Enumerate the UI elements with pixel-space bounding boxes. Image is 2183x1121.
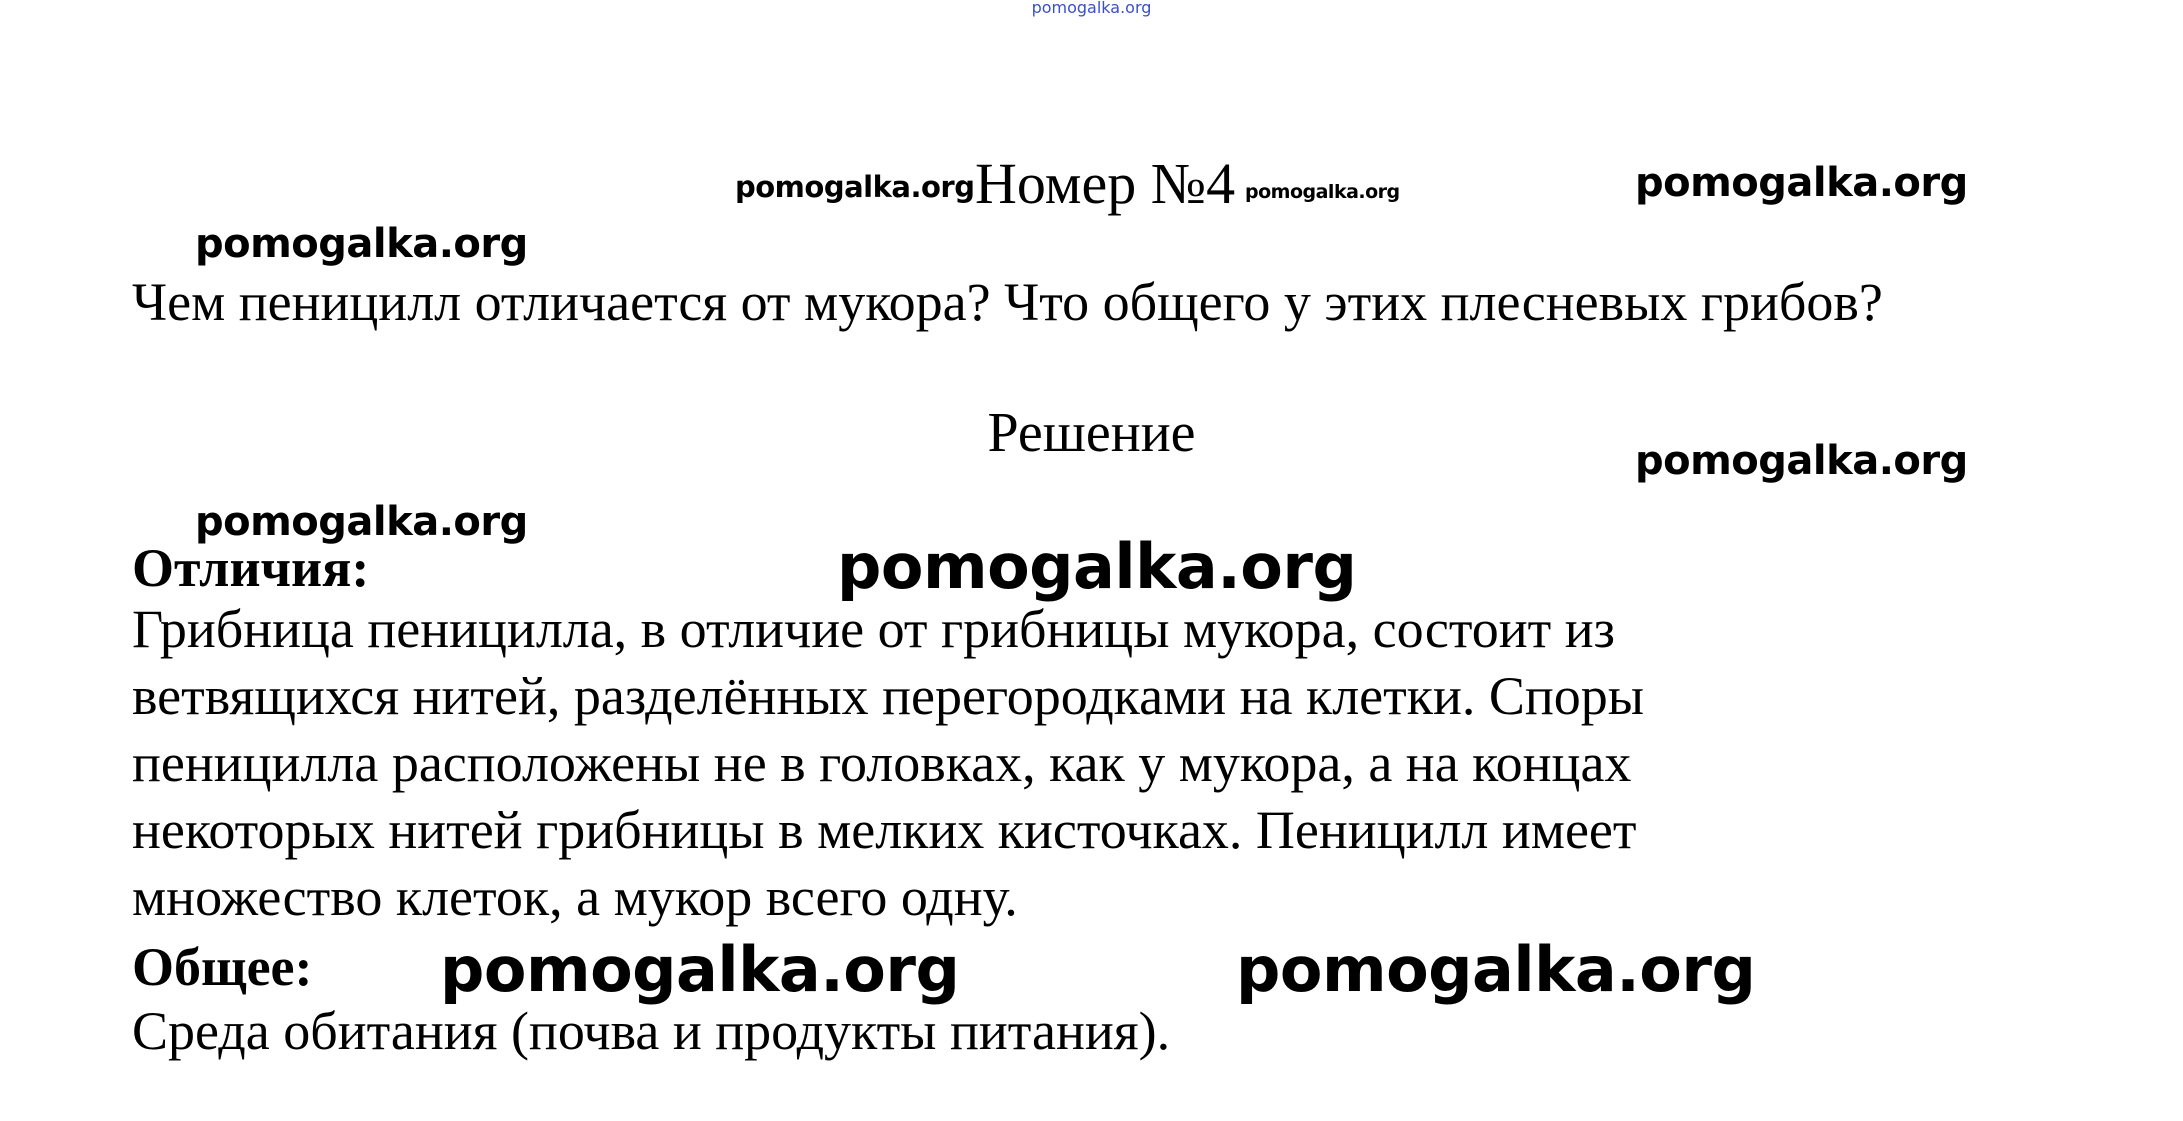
site-link[interactable]: pomogalka.org: [1031, 0, 1152, 17]
task-question: Чем пеницилл отличается от мукора? Что общего у этих плесневых грибов?: [132, 272, 1883, 332]
watermark: pomogalka.org: [195, 499, 528, 545]
watermark: pomogalka.org: [1236, 933, 1756, 1006]
watermark: pomogalka.org: [837, 530, 1357, 603]
common-text: [132, 998, 1170, 1065]
watermark: pomogalka.org: [195, 221, 528, 267]
differences-line: пеницилла расположены не в головках, как у мукора, а на концах: [132, 733, 1632, 793]
differences-line: ветвящихся нитей, разделённых перегородками на клетки. Споры: [132, 666, 1645, 726]
differences-text: [132, 596, 1644, 931]
differences-heading: Отличия:: [132, 538, 370, 598]
watermark: pomogalka.org: [1635, 160, 1968, 206]
common-line: Среда обитания (почва и продукты питания).: [132, 1001, 1171, 1061]
watermark: pomogalka.org: [1635, 438, 1968, 484]
differences-line: Грибница пеницилла, в отличие от грибницы мукора, состоит из: [132, 599, 1615, 659]
differences-line: множество клеток, а мукор всего одну.: [132, 867, 1018, 927]
page-title: Номер №4: [975, 151, 1236, 216]
watermark: pomogalka.org: [735, 170, 975, 204]
solution-heading: Решение: [987, 402, 1196, 464]
differences-line: некоторых нитей грибницы в мелких кисточках. Пеницилл имеет: [132, 800, 1637, 860]
common-heading: Общее:: [132, 937, 313, 997]
watermark: pomogalka.org: [1245, 181, 1400, 203]
watermark: pomogalka.org: [440, 933, 960, 1006]
